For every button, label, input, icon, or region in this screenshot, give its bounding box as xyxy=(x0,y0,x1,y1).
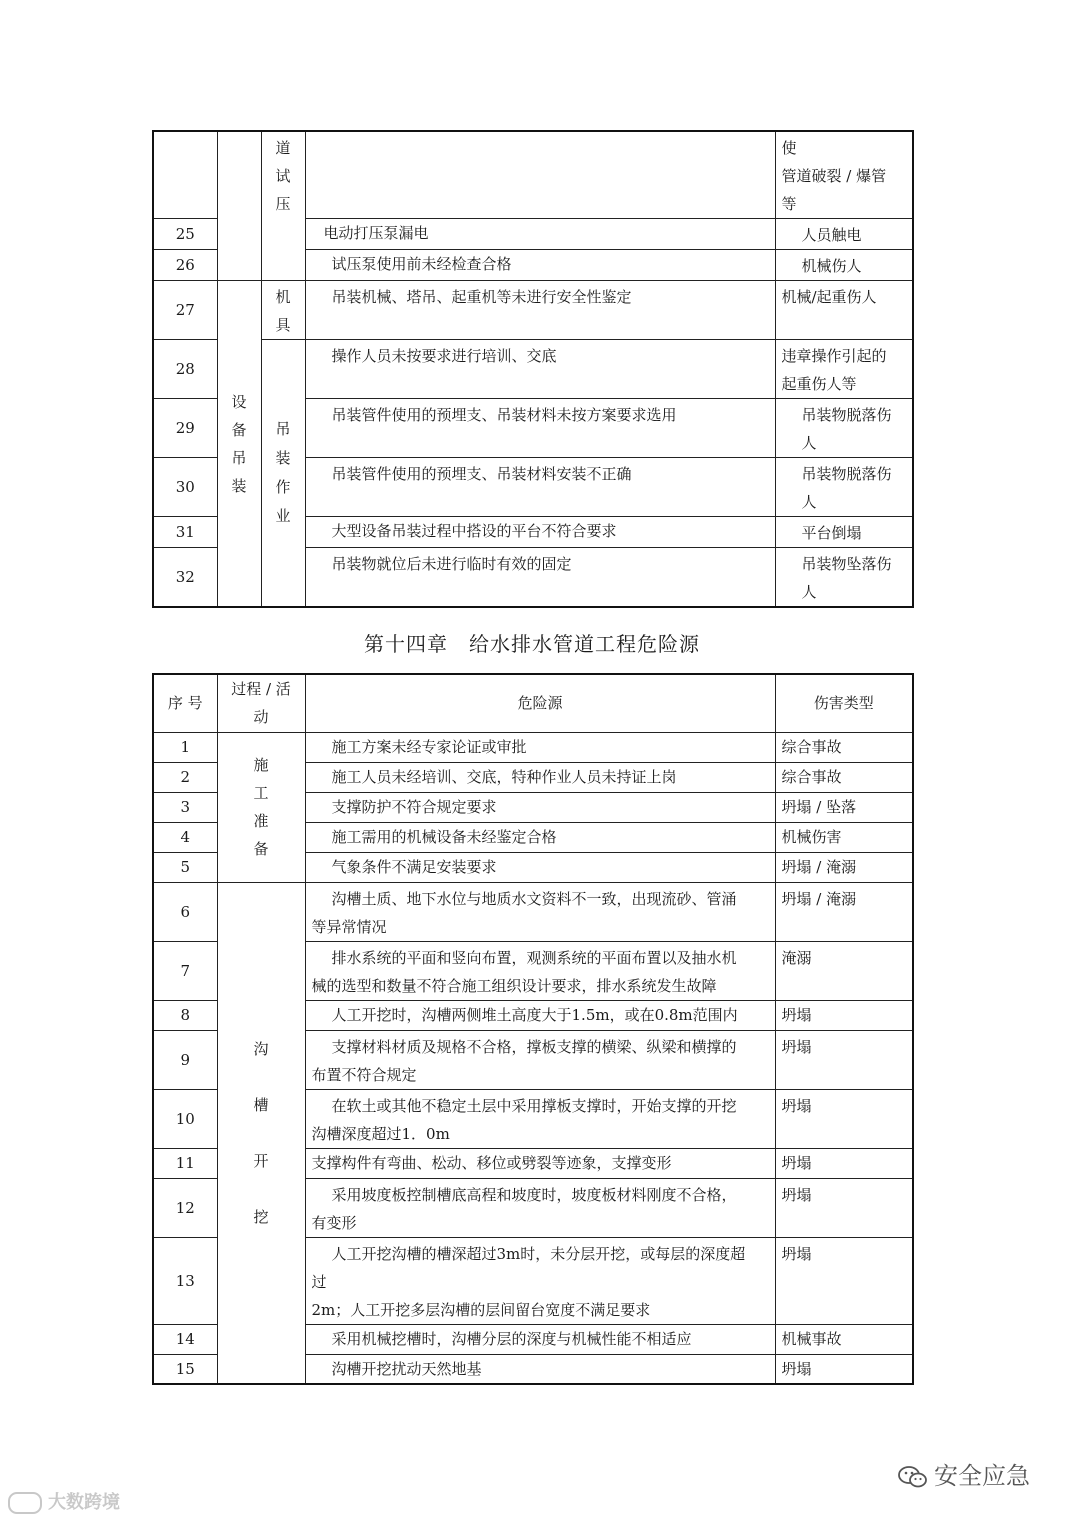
hazard-cell: 人工开挖沟槽的槽深超过3m时，未分层开挖，或每层的深度超 过 2m；人工开挖多层沟槽的层间留台宽度不满足要求 xyxy=(305,1237,775,1324)
row-number: 31 xyxy=(153,517,217,548)
harm-cell: 机械/起重伤人 xyxy=(775,281,913,340)
activity-cell xyxy=(261,131,305,281)
row-number: 29 xyxy=(153,399,217,458)
row-number: 11 xyxy=(153,1148,217,1178)
row-number: 5 xyxy=(153,852,217,882)
hazard-cell: 吊装管件使用的预埋支、吊装材料未按方案要求选用 xyxy=(305,399,775,458)
harm-cell: 坍塌 xyxy=(775,1178,913,1237)
datakj-logo-icon xyxy=(8,1492,42,1514)
row-number: 6 xyxy=(153,882,217,941)
hazard-table-continued xyxy=(152,130,914,608)
harm-cell: 人员触电 xyxy=(775,219,913,250)
row-number: 9 xyxy=(153,1030,217,1089)
harm-cell: 坍塌 xyxy=(775,1000,913,1030)
harm-cell: 坍塌 xyxy=(775,1030,913,1089)
watermark-left-text: 大数跨境 xyxy=(48,1492,120,1513)
process-cell-preparation xyxy=(217,732,305,882)
header-harm: 伤害类型 xyxy=(775,674,913,732)
activity-text: 道试压 xyxy=(275,139,291,213)
row-number: 28 xyxy=(153,340,217,399)
row-number: 12 xyxy=(153,1178,217,1237)
process-cell-empty xyxy=(217,131,261,281)
harm-cell: 使 管道破裂 / 爆管 等 xyxy=(775,131,913,219)
harm-cell: 吊装物脱落伤 人 xyxy=(775,399,913,458)
table-row xyxy=(153,882,913,941)
watermark-right-text: 安全应急 xyxy=(934,1462,1030,1490)
harm-cell: 淹溺 xyxy=(775,941,913,1000)
hazard-cell: 气象条件不满足安装要求 xyxy=(305,852,775,882)
row-number: 25 xyxy=(153,219,217,250)
wechat-icon xyxy=(898,1465,928,1489)
hazard-cell: 排水系统的平面和竖向布置，观测系统的平面布置以及抽水机 械的选型和数量不符合施工组织设计要求，排水系统发生故障 xyxy=(305,941,775,1000)
activity-cell-lifting xyxy=(261,340,305,608)
activity-text: 机具 xyxy=(275,288,291,334)
row-number: 8 xyxy=(153,1000,217,1030)
harm-cell: 综合事故 xyxy=(775,762,913,792)
row-number: 7 xyxy=(153,941,217,1000)
process-cell-trench xyxy=(217,882,305,1384)
harm-cell: 综合事故 xyxy=(775,732,913,762)
row-number: 10 xyxy=(153,1089,217,1148)
harm-cell: 坍塌 xyxy=(775,1354,913,1384)
hazard-cell: 操作人员未按要求进行培训、交底 xyxy=(305,340,775,399)
harm-cell: 坍塌 xyxy=(775,1148,913,1178)
watermark-right xyxy=(898,1456,1030,1491)
hazard-cell: 沟槽土质、地下水位与地质水文资料不一致，出现流砂、管涌 等异常情况 xyxy=(305,882,775,941)
table-row xyxy=(153,281,913,340)
hazard-cell: 大型设备吊装过程中搭设的平台不符合要求 xyxy=(305,517,775,548)
row-number xyxy=(153,131,217,219)
harm-cell: 坍塌 / 淹溺 xyxy=(775,882,913,941)
harm-cell: 吊装物脱落伤 人 xyxy=(775,458,913,517)
harm-cell: 违章操作引起的 起重伤人等 xyxy=(775,340,913,399)
harm-cell: 坍塌 xyxy=(775,1089,913,1148)
table-row xyxy=(153,340,913,399)
process-text: 沟槽开挖 xyxy=(253,1039,269,1226)
harm-cell: 机械伤人 xyxy=(775,250,913,281)
hazard-cell xyxy=(305,131,775,219)
hazard-cell: 支撑材料材质及规格不合格，撑板支撑的横梁、纵梁和横撑的 布置不符合规定 xyxy=(305,1030,775,1089)
harm-cell: 机械伤害 xyxy=(775,822,913,852)
hazard-cell: 电动打压泵漏电 xyxy=(305,219,775,250)
table-row xyxy=(153,732,913,762)
hazard-cell: 施工人员未经培训、交底，特种作业人员未持证上岗 xyxy=(305,762,775,792)
hazard-cell: 吊装管件使用的预埋支、吊装材料安装不正确 xyxy=(305,458,775,517)
row-number: 14 xyxy=(153,1324,217,1354)
hazard-cell: 施工需用的机械设备未经鉴定合格 xyxy=(305,822,775,852)
harm-cell: 平台倒塌 xyxy=(775,517,913,548)
hazard-table-chapter14 xyxy=(152,673,914,1385)
row-number: 15 xyxy=(153,1354,217,1384)
harm-cell: 坍塌 xyxy=(775,1237,913,1324)
row-number: 27 xyxy=(153,281,217,340)
harm-cell: 坍塌 / 淹溺 xyxy=(775,852,913,882)
row-number: 30 xyxy=(153,458,217,517)
row-number: 13 xyxy=(153,1237,217,1324)
hazard-cell: 沟槽开挖扰动天然地基 xyxy=(305,1354,775,1384)
harm-cell: 吊装物坠落伤 人 xyxy=(775,548,913,608)
hazard-cell: 采用机械挖槽时，沟槽分层的深度与机械性能不相适应 xyxy=(305,1324,775,1354)
hazard-cell: 吊装机械、塔吊、起重机等未进行安全性鉴定 xyxy=(305,281,775,340)
header-process: 过程 / 活 动 xyxy=(217,674,305,732)
row-number: 2 xyxy=(153,762,217,792)
hazard-cell: 吊装物就位后未进行临时有效的固定 xyxy=(305,548,775,608)
header-hazard: 危险源 xyxy=(305,674,775,732)
hazard-cell: 采用坡度板控制槽底高程和坡度时，坡度板材料刚度不合格， 有变形 xyxy=(305,1178,775,1237)
process-text: 设备吊装 xyxy=(231,392,247,495)
activity-cell xyxy=(261,281,305,340)
hazard-cell: 人工开挖时，沟槽两侧堆土高度大于1.5m，或在0.8m范围内 xyxy=(305,1000,775,1030)
row-number: 4 xyxy=(153,822,217,852)
hazard-cell: 在软土或其他不稳定土层中采用撑板支撑时，开始支撑的开挖 沟槽深度超过1．0m xyxy=(305,1089,775,1148)
header-number: 序 号 xyxy=(153,674,217,732)
row-number: 26 xyxy=(153,250,217,281)
row-number: 1 xyxy=(153,732,217,762)
hazard-cell: 试压泵使用前未经检查合格 xyxy=(305,250,775,281)
process-cell-lifting xyxy=(217,281,261,608)
watermark-left xyxy=(8,1488,120,1514)
table-row xyxy=(153,131,913,219)
hazard-cell: 施工方案未经专家论证或审批 xyxy=(305,732,775,762)
process-text: 施工准备 xyxy=(253,756,269,858)
table-header-row xyxy=(153,674,913,732)
harm-cell: 坍塌 / 坠落 xyxy=(775,792,913,822)
hazard-cell: 支撑防护不符合规定要求 xyxy=(305,792,775,822)
row-number: 32 xyxy=(153,548,217,608)
harm-cell: 机械事故 xyxy=(775,1324,913,1354)
hazard-cell: 支撑构件有弯曲、松动、移位或劈裂等迹象，支撑变形 xyxy=(305,1148,775,1178)
activity-text: 吊装作业 xyxy=(275,420,291,525)
row-number: 3 xyxy=(153,792,217,822)
chapter-title: 第十四章 给水排水管道工程危险源 xyxy=(364,632,700,656)
